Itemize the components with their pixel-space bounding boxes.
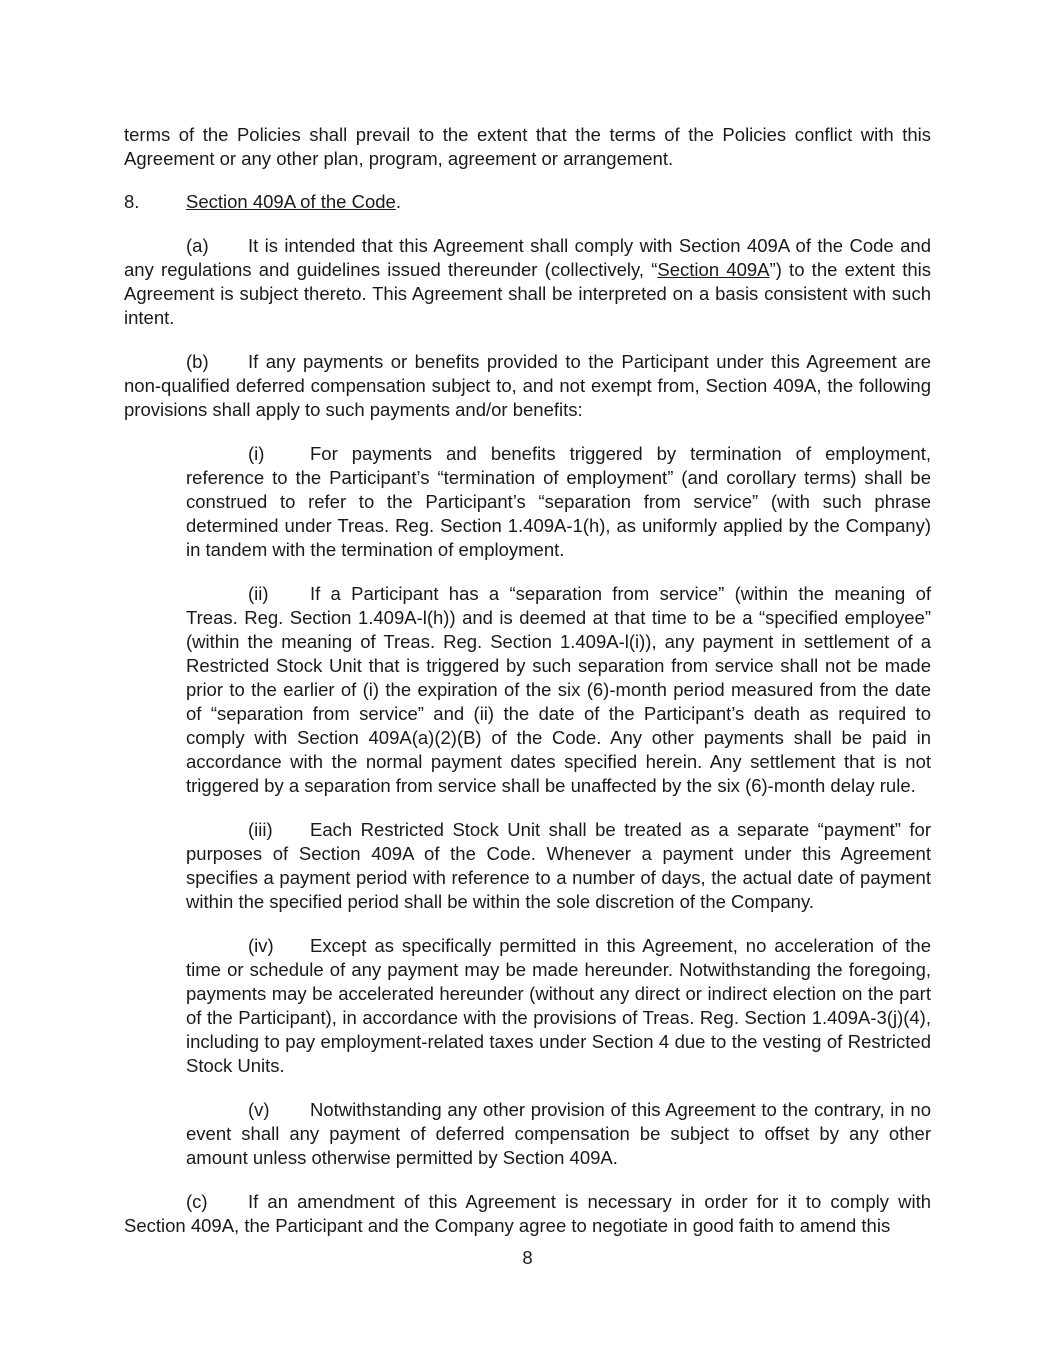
intro-paragraph: terms of the Policies shall prevail to the extent that the terms of the Policies conflict with this Agreement or any other plan, program, agreement or arrangement. (124, 124, 931, 169)
paragraph-c-text: If an amendment of this Agreement is necessary in order for it to comply with Section 409A, the Participant and the Company agree to negotiate in good faith to amend this (124, 1191, 931, 1236)
section-number: 8. (124, 191, 140, 212)
subparagraph-ii-label: (ii) (248, 583, 269, 604)
subparagraph-iv-label: (iv) (248, 935, 274, 956)
paragraph-c-label: (c) (186, 1191, 208, 1212)
subparagraph-iv (186, 934, 931, 1078)
subparagraph-iii (186, 818, 931, 914)
paragraph-a-text-2: ”) to the extent this Agreement is subject thereto. This Agreement shall be interpreted on a basis consistent with such intent. (124, 259, 931, 328)
section-title: Section 409A of the Code (186, 191, 396, 212)
subparagraph-i-label: (i) (248, 443, 265, 464)
subparagraph-iv-text: Except as specifically permitted in this Agreement, no acceleration of the time or schedule of any payment may be made hereunder. Notwithstanding the foregoing, payments may be accelerated hereunder (without any direct or indirect election on the part of the Participant), in accordance with the provisions of Treas. Reg. Section 1.409A-3(j)(4), including to pay employment-related taxes under Section 4 due to the vesting of Restricted Stock Units. (186, 935, 931, 1076)
subparagraph-iii-text: Each Restricted Stock Unit shall be treated as a separate “payment” for purposes of Section 409A of the Code. Whenever a payment under this Agreement specifies a payment period with reference to a number of days, the actual date of payment within the specified period shall be within the sole discretion of the Company. (186, 819, 931, 912)
defined-term-section-409a: Section 409A (657, 259, 770, 280)
subparagraph-iii-label: (iii) (248, 819, 273, 840)
paragraph-b-text: If any payments or benefits provided to the Participant under this Agreement are non-qualified deferred compensation subject to, and not exempt from, Section 409A, the following provisions shall apply to such payments and/or benefits: (124, 351, 931, 420)
paragraph-a (124, 234, 931, 330)
subparagraph-list (186, 442, 931, 1170)
section-heading (124, 190, 931, 214)
page-number: 8 (522, 1247, 533, 1268)
subparagraph-v-text: Notwithstanding any other provision of this Agreement to the contrary, in no event shall any payment of deferred compensation be subject to offset by any other amount unless otherwise permitted by Section 409A. (186, 1099, 931, 1168)
paragraph-b-label: (b) (186, 351, 209, 372)
paragraph-b (124, 350, 931, 422)
paragraph-c (124, 1190, 931, 1238)
paragraph-a-text-1: It is intended that this Agreement shall comply with Section 409A of the Code and any regulations and guidelines issued thereunder (collectively, “ (124, 235, 931, 280)
subparagraph-ii-text: If a Participant has a “separation from service” (within the meaning of Treas. Reg. Section 1.409A-l(h)) and is deemed at that time to be a “specified employee” (within the meaning of Treas. Reg. Section 1.409A-l(i)), any payment in settlement of a Restricted Stock Unit that is triggered by such separation from service shall not be made prior to the earlier of (i) the expiration of the six (6)-month period measured from the date of “separation from service” and (ii) the date of the Participant’s death as required to comply with Section 409A(a)(2)(B) of the Code. Any other payments shall be paid in accordance with the normal payment dates specified herein. Any settlement that is not triggered by a separation from service shall be unaffected by the six (6)-month delay rule. (186, 583, 931, 796)
subparagraph-i (186, 442, 931, 562)
document-page (124, 123, 931, 1238)
subparagraph-v-label: (v) (248, 1099, 270, 1120)
subparagraph-v (186, 1098, 931, 1170)
subparagraph-i-text: For payments and benefits triggered by termination of employment, reference to the Participant’s “termination of employment” (and corollary terms) shall be construed to refer to the Participant’s “separation from service” (with such phrase determined under Treas. Reg. Section 1.409A-1(h), as uniformly applied by the Company) in tandem with the termination of employment. (186, 443, 931, 560)
subparagraph-ii (186, 582, 931, 798)
section-title-period: . (395, 191, 401, 212)
paragraph-a-label: (a) (186, 235, 209, 256)
